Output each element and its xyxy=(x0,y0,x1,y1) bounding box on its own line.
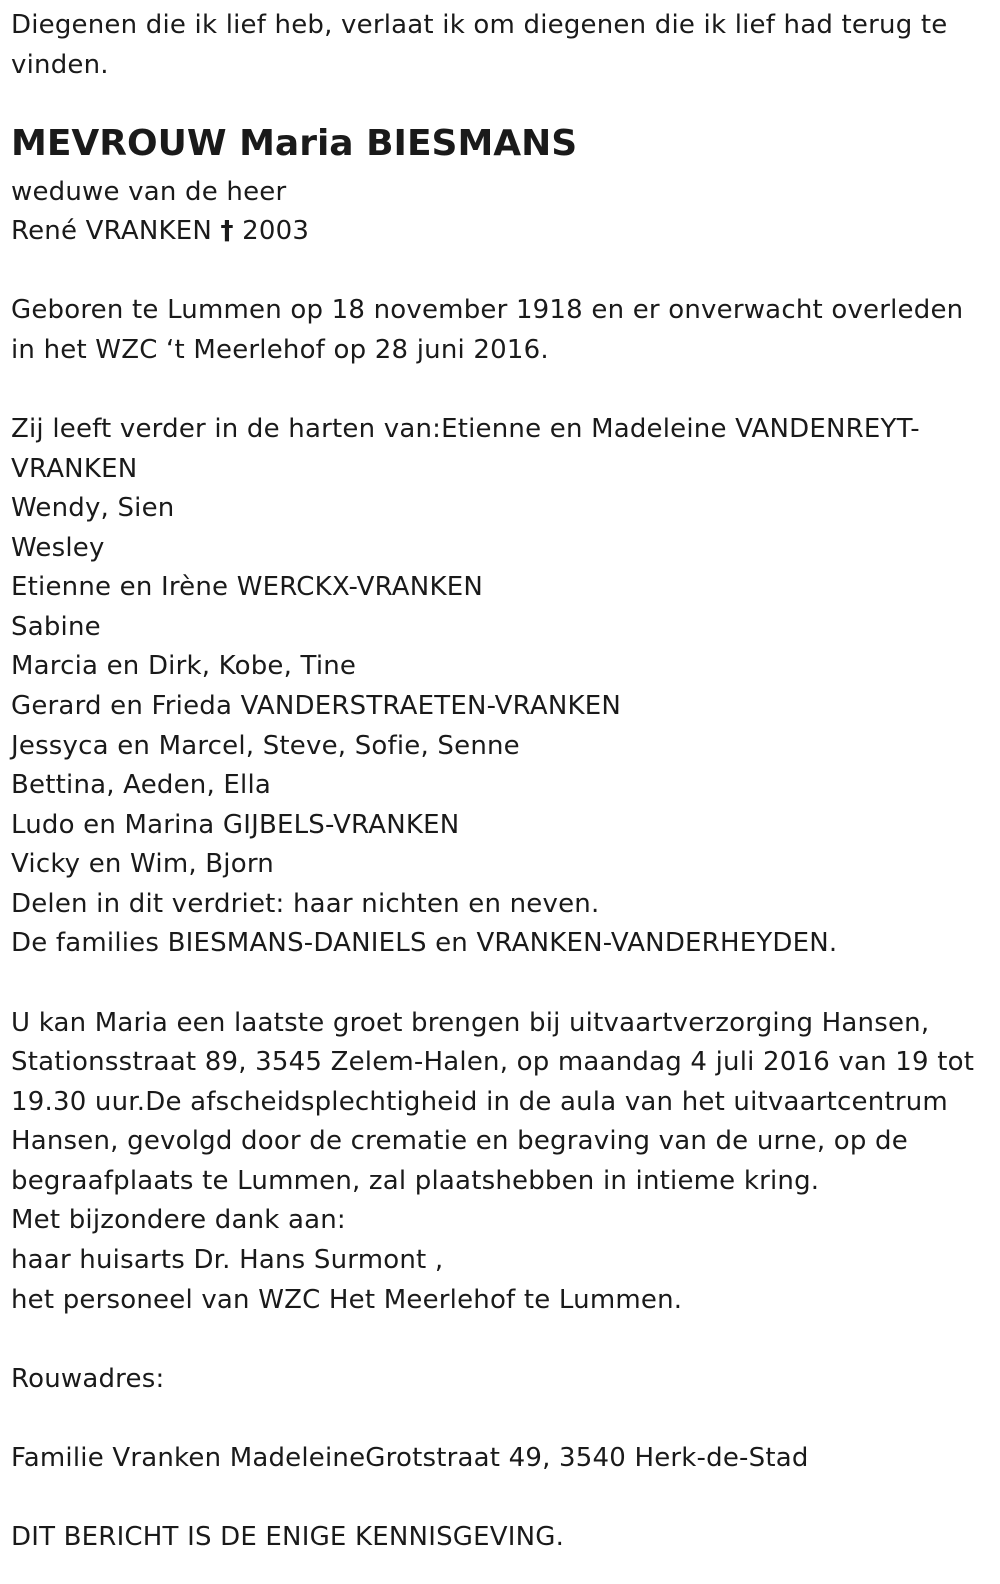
birth-death-line-2: in het WZC ‘t Meerlehof op 28 juni 2016. xyxy=(11,335,549,365)
ceremony-line: Hansen, gevolgd door de crematie en begraving van de urne, op de xyxy=(11,1126,908,1156)
ceremony-line: U kan Maria een laatste groet brengen bij uitvaartverzorging Hansen, xyxy=(11,1008,930,1038)
survivors-line: Delen in dit verdriet: haar nichten en neven. xyxy=(11,889,600,919)
survivors-line: Gerard en Frieda VANDERSTRAETEN-VRANKEN xyxy=(11,691,622,721)
ceremony-line: begraafplaats te Lummen, zal plaatshebben in intieme kring. xyxy=(11,1166,820,1196)
ceremony-line: het personeel van WZC Het Meerlehof te Lummen. xyxy=(11,1285,683,1315)
survivors-line: VRANKEN xyxy=(11,454,138,484)
widow-of-label: weduwe van de heer xyxy=(11,177,287,207)
ceremony-line: Stationsstraat 89, 3545 Zelem-Halen, op maandag 4 juli 2016 van 19 tot xyxy=(11,1047,975,1077)
ceremony-line: haar huisarts Dr. Hans Surmont , xyxy=(11,1245,444,1275)
survivors-line: Jessyca en Marcel, Steve, Sofie, Senne xyxy=(11,731,520,761)
spouse-death-year: 2003 xyxy=(242,216,310,246)
survivors-line: De families BIESMANS-DANIELS en VRANKEN-VANDERHEYDEN. xyxy=(11,928,838,958)
notice: DIT BERICHT IS DE ENIGE KENNISGEVING. xyxy=(11,1522,565,1552)
survivors-line: Wendy, Sien xyxy=(11,493,175,523)
survivors-line: Marcia en Dirk, Kobe, Tine xyxy=(11,651,357,681)
survivors-line: Bettina, Aeden, Ella xyxy=(11,770,272,800)
survivors-line: Wesley xyxy=(11,533,105,563)
survivors-line: Ludo en Marina GIJBELS-VRANKEN xyxy=(11,810,460,840)
spouse-line xyxy=(11,211,309,251)
survivors-line: Vicky en Wim, Bjorn xyxy=(11,849,274,879)
survivors-line: Zij leeft verder in de harten van:Etienne en Madeleine VANDENREYT- xyxy=(11,414,920,444)
spouse-name: René VRANKEN xyxy=(11,216,212,246)
motto-line-1: Diegenen die ik lief heb, verlaat ik om diegenen die ik lief had terug te xyxy=(11,10,948,40)
ceremony-line: Met bijzondere dank aan: xyxy=(11,1205,346,1235)
ceremony-line: 19.30 uur.De afscheidsplechtigheid in de aula van het uitvaartcentrum xyxy=(11,1087,948,1117)
motto-line-2: vinden. xyxy=(11,50,109,80)
survivors-line: Sabine xyxy=(11,612,101,642)
mourning-address: Familie Vranken MadeleineGrotstraat 49, 3540 Herk-de-Stad xyxy=(11,1443,809,1473)
survivors-line: Etienne en Irène WERCKX-VRANKEN xyxy=(11,572,483,602)
cross-icon: † xyxy=(220,216,234,246)
birth-death-line-1: Geboren te Lummen op 18 november 1918 en er onverwacht overleden xyxy=(11,295,964,325)
deceased-name: MEVROUW Maria BIESMANS xyxy=(11,123,578,164)
mourning-address-label: Rouwadres: xyxy=(11,1364,165,1394)
